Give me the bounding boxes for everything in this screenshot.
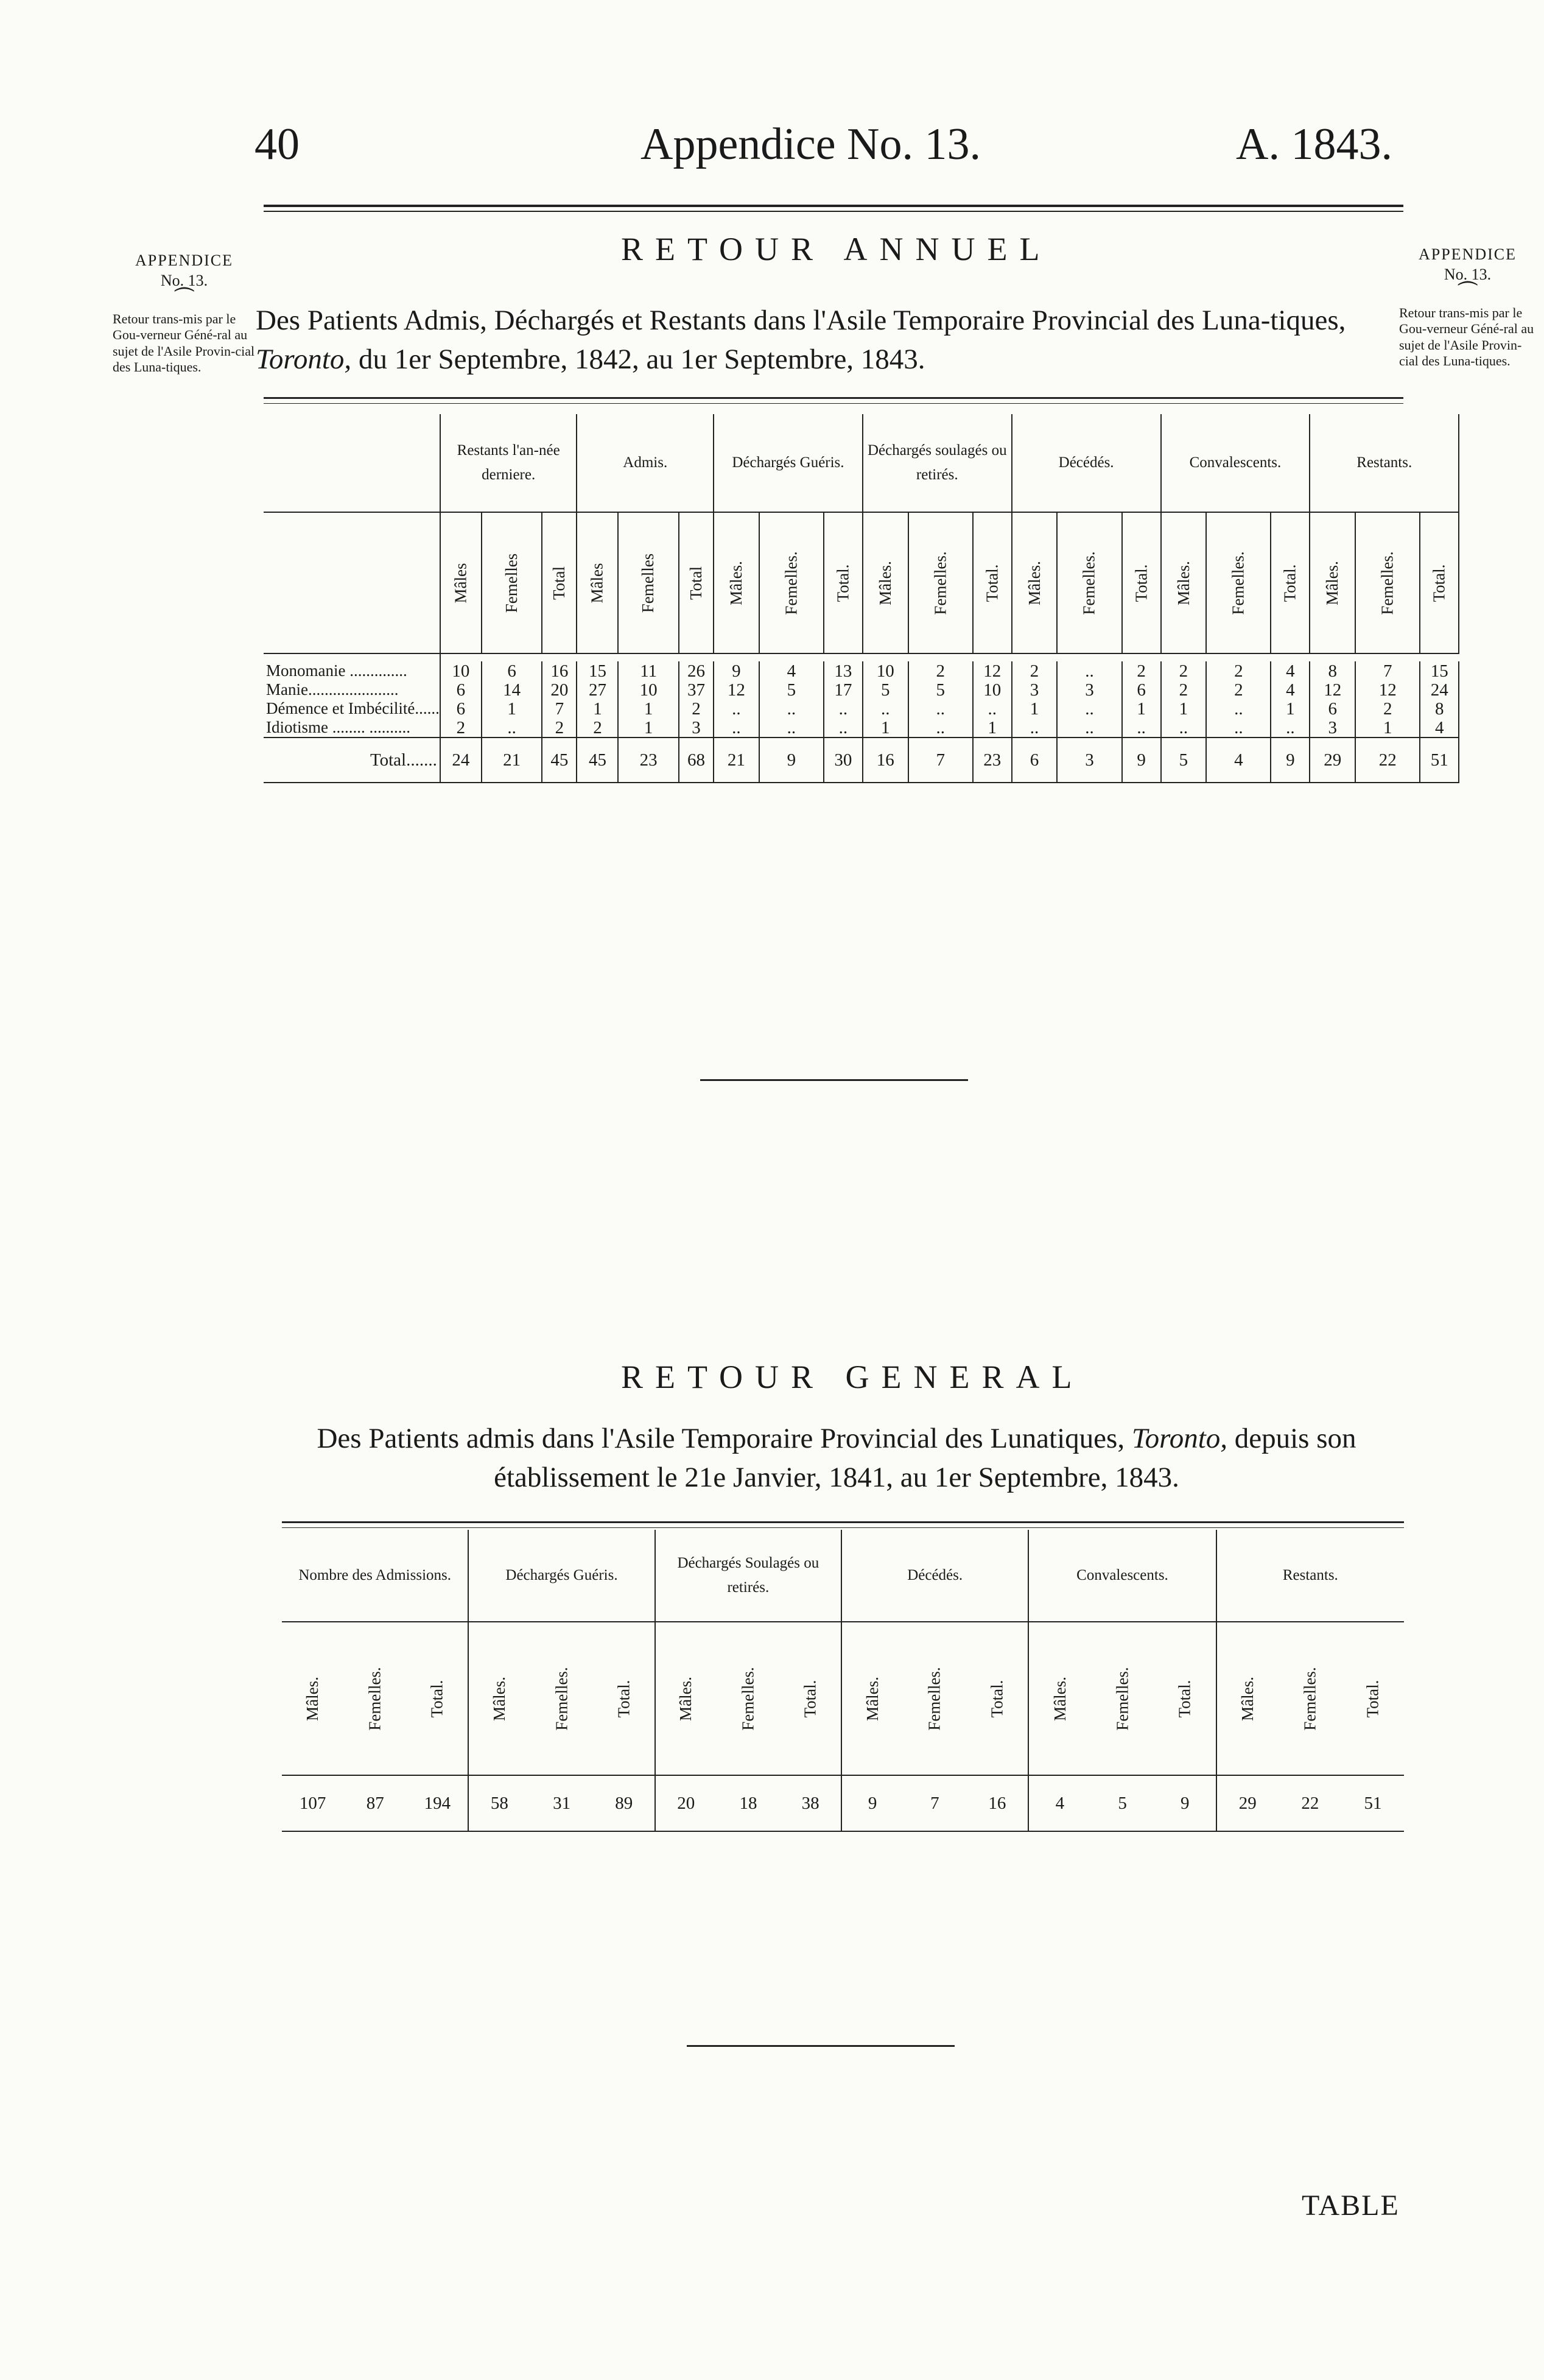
- total-cell: 9: [1122, 738, 1161, 783]
- sub-header: Femelles.: [1229, 551, 1247, 615]
- sub-header: Mâles.: [863, 1676, 882, 1721]
- table-cell: 10: [863, 661, 908, 680]
- table-cell: ..: [1122, 718, 1161, 738]
- sub-header: Femelles: [639, 553, 658, 613]
- bottom-divider: [687, 2045, 955, 2047]
- sub-header: Mâles.: [726, 560, 745, 605]
- margin-appendice-label: APPENDICE: [1418, 245, 1517, 263]
- table-cell: 6: [440, 699, 482, 718]
- table-cell: 18: [739, 1793, 757, 1813]
- sub-header: Mâles: [451, 563, 470, 603]
- total-cell: 6: [1012, 738, 1058, 783]
- catchword: TABLE: [1302, 2189, 1400, 2222]
- sub-header: Femelles.: [739, 1666, 757, 1731]
- annual-desc-place: Toronto,: [256, 343, 352, 375]
- table-cell: ..: [759, 718, 824, 738]
- group-header: Admis.: [577, 414, 714, 512]
- table-cell: 89: [594, 1775, 655, 1831]
- table-cell: 10: [440, 661, 482, 680]
- sub-header: Femelles.: [1113, 1666, 1132, 1731]
- sub-header: Femelles.: [1300, 1666, 1319, 1731]
- table-row: [282, 1775, 1404, 1831]
- total-cell: 21: [482, 738, 542, 783]
- sub-header-row: [282, 1622, 1404, 1775]
- sub-header: Total.: [983, 564, 1002, 602]
- table-cell: 12: [973, 661, 1012, 680]
- total-cell: 16: [863, 738, 908, 783]
- group-header: Convalescents.: [1028, 1530, 1216, 1622]
- table-cell: 15: [1420, 661, 1459, 680]
- sub-header: Femelles.: [925, 1666, 944, 1731]
- sub-header: Mâles.: [676, 1676, 695, 1721]
- stub-subheader: [264, 512, 440, 653]
- table-cell: 6: [482, 661, 542, 680]
- table-cell: 16: [542, 661, 577, 680]
- table-cell: ..: [1206, 718, 1271, 738]
- table-cell: 51: [1364, 1793, 1382, 1813]
- table-cell: 2: [542, 718, 577, 738]
- group-header: Déchargés Guéris.: [468, 1530, 654, 1622]
- header-rule: [264, 205, 1403, 207]
- table-cell: 13: [824, 661, 863, 680]
- margin-note-text: Retour trans-mis par le Gou-verneur Géné-ral au sujet de l'Asile Provin-cial des Luna-tiques.: [1399, 305, 1534, 369]
- general-return-description: [258, 1419, 1415, 1497]
- general-return-title: RETOUR GENERAL: [621, 1359, 1084, 1395]
- sub-header: Mâles.: [1238, 1676, 1257, 1721]
- section-divider: [700, 1079, 968, 1081]
- page-year: A. 1843.: [1236, 119, 1392, 169]
- brace-ornament: ⏜: [1458, 282, 1478, 305]
- table-cell: 4: [1271, 661, 1310, 680]
- table-cell: 4: [1420, 718, 1459, 738]
- table-cell: 2: [1206, 680, 1271, 699]
- sub-header: Mâles.: [303, 1676, 322, 1721]
- table1-top-rule-thin: [264, 403, 1403, 404]
- table-cell: 27: [577, 680, 618, 699]
- table-cell: 58: [490, 1793, 508, 1813]
- table-cell: 3: [1310, 718, 1355, 738]
- sub-header: Mâles.: [490, 1676, 508, 1721]
- page-number: 40: [254, 119, 300, 169]
- table-cell: 8: [1310, 661, 1355, 680]
- annual-desc-post: du 1er Septembre, 1842, au 1er Septembre, 1843.: [358, 343, 925, 375]
- table-cell: ..: [1057, 699, 1121, 718]
- table-cell: 2: [679, 699, 714, 718]
- general-desc-place: Toronto,: [1131, 1423, 1228, 1454]
- table-cell: ..: [824, 699, 863, 718]
- sub-header: Femelles.: [1378, 551, 1397, 615]
- group-header: Convalescents.: [1161, 414, 1310, 512]
- sub-header: Total.: [1175, 1680, 1194, 1717]
- total-cell: 22: [1355, 738, 1420, 783]
- table1-top-rule: [264, 397, 1403, 399]
- table-cell: 38: [780, 1775, 841, 1831]
- sub-header: Total.: [801, 1680, 819, 1717]
- table-cell: ..: [824, 718, 863, 738]
- table-cell: 11: [618, 661, 678, 680]
- annual-return-description: [256, 301, 1400, 379]
- table-cell: 26: [679, 661, 714, 680]
- table-cell: 2: [1122, 661, 1161, 680]
- sub-header: Total: [686, 566, 705, 600]
- table-cell: 24: [1420, 680, 1459, 699]
- table-cell: 3: [1012, 680, 1058, 699]
- table-cell: 6: [440, 680, 482, 699]
- margin-note-left: [113, 251, 256, 376]
- brace-ornament: ⏜: [174, 288, 194, 311]
- sub-header: Total.: [1280, 564, 1299, 602]
- group-header: Restants l'an-née derniere.: [440, 414, 577, 512]
- sub-header: Mâles.: [1025, 560, 1044, 605]
- table-cell: 4: [1055, 1793, 1065, 1813]
- table-cell: 1: [482, 699, 542, 718]
- table-cell: 22: [1301, 1793, 1319, 1813]
- table-cell: 14: [482, 680, 542, 699]
- sub-header: Mâles.: [876, 560, 894, 605]
- total-cell: 23: [618, 738, 678, 783]
- table-cell: ..: [1057, 718, 1121, 738]
- total-cell: 4: [1206, 738, 1271, 783]
- table-cell: 1: [618, 718, 678, 738]
- sub-header: Total: [550, 566, 569, 600]
- total-cell: 68: [679, 738, 714, 783]
- table-cell: 1: [973, 718, 1012, 738]
- sub-header-row: [264, 512, 1459, 653]
- total-cell: 30: [824, 738, 863, 783]
- table-cell: 1: [1012, 699, 1058, 718]
- table-cell: 20: [677, 1793, 695, 1813]
- stub-header: [264, 414, 440, 512]
- table-cell: 107: [299, 1793, 326, 1813]
- table-cell: 3: [1057, 680, 1121, 699]
- sub-header: Mâles: [588, 563, 606, 603]
- table-cell: ..: [714, 699, 759, 718]
- table-cell: 29: [1238, 1793, 1257, 1813]
- sub-header: Total.: [614, 1680, 633, 1717]
- row-label: Idiotisme ........ ..........: [264, 718, 440, 738]
- table-cell: ..: [908, 699, 973, 718]
- margin-appendice-label: APPENDICE: [135, 252, 233, 269]
- table-cell: ..: [759, 699, 824, 718]
- group-header-row: [282, 1530, 1404, 1622]
- table2-top-rule: [282, 1521, 1404, 1523]
- table-row: [264, 661, 1459, 680]
- table-cell: 3: [679, 718, 714, 738]
- header-rule-thin: [264, 211, 1403, 212]
- annual-return-table: [264, 414, 1459, 783]
- general-return-table: [282, 1530, 1404, 1832]
- table-cell: 2: [1012, 661, 1058, 680]
- table-cell: ..: [1206, 699, 1271, 718]
- sub-header: Total.: [988, 1680, 1006, 1717]
- group-header: Déchargés soulagés ou retirés.: [863, 414, 1012, 512]
- total-cell: 23: [973, 738, 1012, 783]
- table-cell: 2: [908, 661, 973, 680]
- table-cell: 1: [1271, 699, 1310, 718]
- general-desc-pre: Des Patients admis dans l'Asile Temporaire Provincial des Lunatiques,: [317, 1423, 1125, 1454]
- annual-return-title: RETOUR ANNUEL: [621, 231, 1052, 267]
- table-cell: 5: [759, 680, 824, 699]
- table-cell: ..: [482, 718, 542, 738]
- table-cell: ..: [1271, 718, 1310, 738]
- table-cell: 1: [1161, 699, 1207, 718]
- group-header: Décédés.: [841, 1530, 1028, 1622]
- table-cell: 6: [1122, 680, 1161, 699]
- table-cell: 17: [824, 680, 863, 699]
- total-cell: 9: [1271, 738, 1310, 783]
- table-cell: 5: [908, 680, 973, 699]
- table-cell: 4: [759, 661, 824, 680]
- sub-header: Total.: [427, 1680, 446, 1717]
- table-cell: 5: [863, 680, 908, 699]
- table-cell: 2: [1355, 699, 1420, 718]
- table-cell: 12: [1310, 680, 1355, 699]
- group-header-row: [264, 414, 1459, 512]
- margin-note-text: Retour trans-mis par le Gou-verneur Géné-ral au sujet de l'Asile Provin-cial des Luna-tiques.: [113, 311, 255, 375]
- group-header: Nombre des Admissions.: [282, 1530, 468, 1622]
- table-cell: 4: [1271, 680, 1310, 699]
- table-cell: 9: [868, 1793, 877, 1813]
- margin-appendice-number: No. 13.: [1444, 265, 1492, 283]
- table-cell: 9: [1154, 1775, 1216, 1831]
- total-cell: 45: [577, 738, 618, 783]
- total-cell: 21: [714, 738, 759, 783]
- table-cell: 2: [1206, 661, 1271, 680]
- sub-header: Femelles.: [782, 551, 801, 615]
- sub-header: Femelles.: [552, 1666, 571, 1731]
- group-header: Restants.: [1310, 414, 1459, 512]
- total-cell: 45: [542, 738, 577, 783]
- table-cell: ..: [863, 699, 908, 718]
- row-label: Monomanie ..............: [264, 661, 440, 680]
- table-cell: 10: [618, 680, 678, 699]
- table-cell: 87: [366, 1793, 384, 1813]
- table-cell: 9: [714, 661, 759, 680]
- sub-header: Total.: [1430, 564, 1448, 602]
- table-row: [264, 680, 1459, 699]
- table-cell: ..: [1161, 718, 1207, 738]
- table-cell: 16: [966, 1775, 1028, 1831]
- row-label: Démence et Imbécilité......: [264, 699, 440, 718]
- table-cell: 7: [930, 1793, 939, 1813]
- sub-header: Femelles: [502, 553, 521, 613]
- table-cell: 10: [973, 680, 1012, 699]
- group-header: Restants.: [1282, 1567, 1338, 1583]
- total-cell: 5: [1161, 738, 1207, 783]
- sub-header: Total.: [833, 564, 852, 602]
- table-cell: 7: [1355, 661, 1420, 680]
- table-cell: 1: [618, 699, 678, 718]
- annual-desc-pre: Des Patients Admis, Déchargés et Restants dans l'Asile Temporaire Provincial des Luna-tiques,: [256, 305, 1346, 336]
- sub-header: Mâles.: [1174, 560, 1193, 605]
- table-cell: 37: [679, 680, 714, 699]
- sub-header: Femelles.: [931, 551, 950, 615]
- table-cell: 8: [1420, 699, 1459, 718]
- table-row: [264, 718, 1459, 738]
- margin-appendice-number: No. 13.: [160, 271, 208, 289]
- group-header: Déchargés Guéris.: [714, 414, 863, 512]
- table-cell: 2: [577, 718, 618, 738]
- table-cell: 1: [577, 699, 618, 718]
- table-cell: 31: [553, 1793, 571, 1813]
- table-cell: 6: [1310, 699, 1355, 718]
- table-cell: ..: [908, 718, 973, 738]
- table-cell: 2: [440, 718, 482, 738]
- group-header: Décédés.: [1012, 414, 1161, 512]
- sub-header: Total.: [1363, 1680, 1382, 1717]
- table-cell: 1: [1122, 699, 1161, 718]
- table2-top-rule-thin: [282, 1527, 1404, 1528]
- table-cell: 5: [1118, 1793, 1127, 1813]
- sub-header: Total.: [1132, 564, 1151, 602]
- table-cell: 15: [577, 661, 618, 680]
- sub-header: Mâles.: [1050, 1676, 1069, 1721]
- total-cell: 7: [908, 738, 973, 783]
- table-cell: 2: [1161, 680, 1207, 699]
- table-cell: 12: [1355, 680, 1420, 699]
- table-cell: ..: [1012, 718, 1058, 738]
- total-cell: 24: [440, 738, 482, 783]
- sub-header: Femelles.: [365, 1666, 384, 1731]
- table-cell: ..: [1057, 661, 1121, 680]
- general-desc-post: depuis son établissement le 21e Janvier, 1841, au 1er Septembre, 1843.: [494, 1423, 1356, 1493]
- page-title: Appendice No. 13.: [640, 119, 981, 169]
- total-cell: 51: [1420, 738, 1459, 783]
- margin-note-right: [1399, 245, 1536, 370]
- table-cell: 1: [1355, 718, 1420, 738]
- row-label: Manie......................: [264, 680, 440, 699]
- total-cell: 29: [1310, 738, 1355, 783]
- total-cell: 3: [1057, 738, 1121, 783]
- table-row: [264, 699, 1459, 718]
- table-cell: 20: [542, 680, 577, 699]
- table-cell: 12: [714, 680, 759, 699]
- sub-header: Femelles.: [1080, 551, 1099, 615]
- total-row: [264, 738, 1459, 783]
- total-cell: 9: [759, 738, 824, 783]
- table-cell: ..: [714, 718, 759, 738]
- table-cell: 194: [407, 1775, 468, 1831]
- sub-header: Mâles.: [1323, 560, 1342, 605]
- total-label: Total.......: [264, 738, 440, 783]
- table-cell: ..: [973, 699, 1012, 718]
- table-cell: 2: [1161, 661, 1207, 680]
- table-cell: 1: [863, 718, 908, 738]
- group-header: Déchargés Soulagés ou retirés.: [655, 1530, 841, 1622]
- table-cell: 7: [542, 699, 577, 718]
